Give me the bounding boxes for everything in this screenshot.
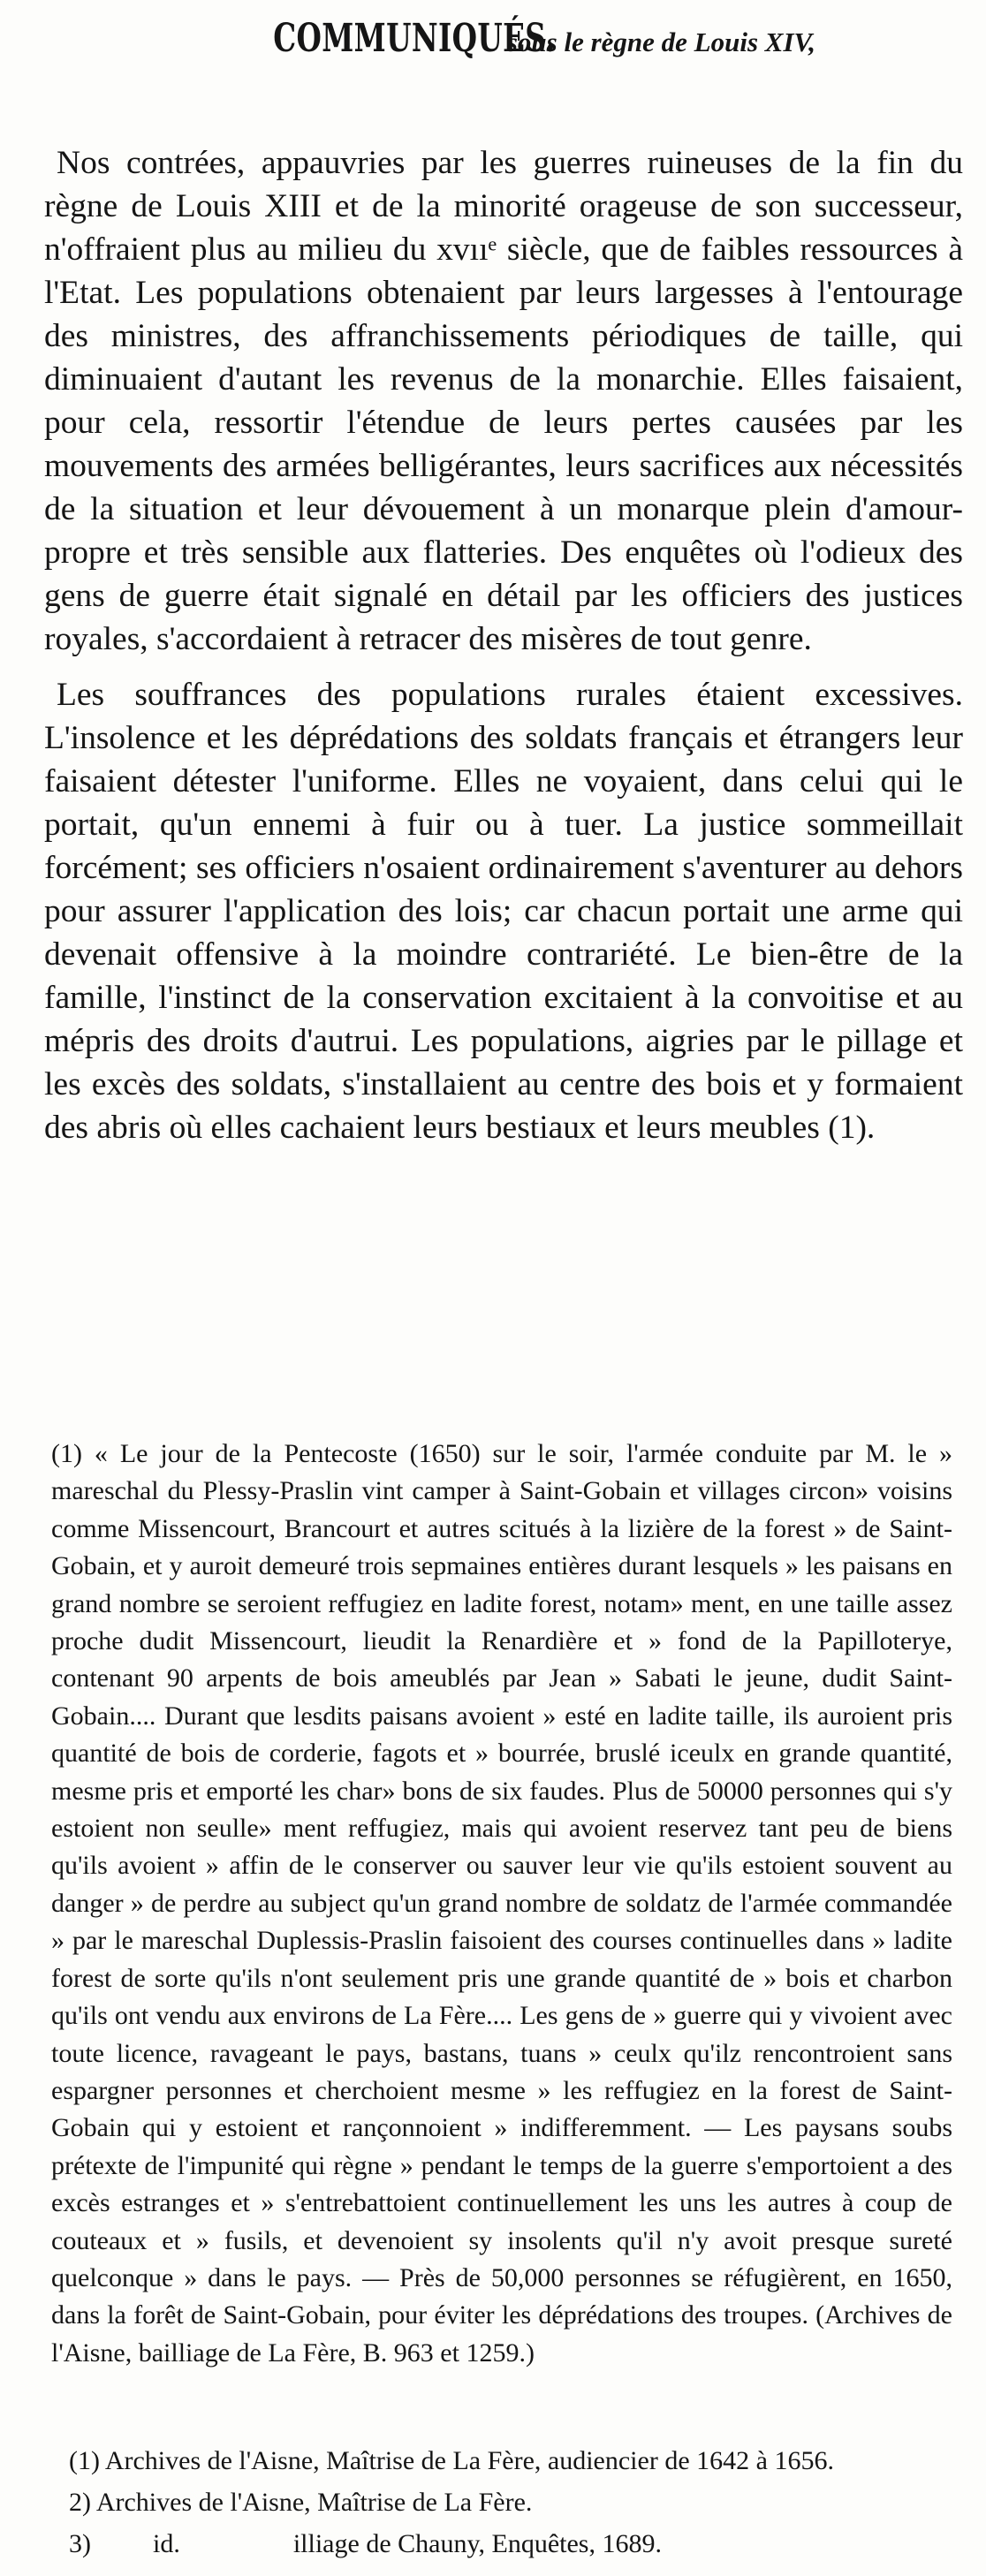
source-note-3 [69, 2523, 961, 2565]
heading-title: COMMUNIQUÉS. [273, 16, 556, 61]
source-note-3-text: illiage de Chauny, Enquêtes, 1689. [292, 2529, 662, 2558]
body-paragraph-2: Les souffrances des populations rurales étaient excessives. L'insolence et les déprédations des soldats français et étrangers leur faisaient détester l'uniforme. Elles ne voyaient, dans celui qui le portait, qu'un ennemi à fuir ou à tuer. La justice sommeillait forcément; ses officiers n'osaient ordinairement s'aventurer au dehors pour assurer l'application des lois; car chacun portait une arme qui devenait offensive à la moindre contrariété. Le bien-être de la famille, l'instinct de la conservation excitaient à la convoitise et au mépris des droits d'autrui. Les populations, aigries par le pillage et les excès des soldats, s'installaient au centre des bois et y formaient des abris où elles cachaient leurs bestiaux et leurs meubles (1). [44, 677, 963, 1146]
footnote-quotation [51, 1436, 952, 2372]
source-note-1: (1) Archives de l'Aisne, Maîtrise de La Fère, audiencier de 1642 à 1656. [69, 2446, 834, 2475]
source-note-3-number: 3) [69, 2529, 91, 2558]
heading-subtitle: sous le règne de Louis XIV, [506, 27, 815, 57]
source-note-2: 2) Archives de l'Aisne, Maîtrise de La Fère. [69, 2488, 533, 2517]
page-heading [53, 16, 937, 61]
footnote-quote-text: (1) « Le jour de la Pentecoste (1650) sur le soir, l'armée conduite par M. le » mareschal du Plessy-Praslin vint camper à Saint-Gobain et villages circon» voisins comme Missencourt, Brancourt et autres scitués à la lizière de la forest » de Saint-Gobain, et y auroit demeuré trois sepmaines entières durant lesquels » les paisans en grand nombre se seroient reffugiez en ladite forest, notam» ment, en une taille assez proche dudit Missencourt, lieudit la Renardière et » fond de la Papilloterye, contenant 90 arpents de bois ameublés par Jean » Sabati le jeune, dudit Saint-Gobain.... Durant que lesdits paisans avoient » esté en ladite taille, ils auroient pris quantité de bois de corderie, fagots et » bourrée, bruslé iceulx en grande quantité, mesme pris et emporté les char» bons de six faudes. Plus de 50000 personnes qui s'y estoient non seulle» ment reffugiez, mais qui avoient reservez tant peu de biens qu'ils avoient » affin de le conserver ou sauver leur vie qu'ils estoient souvent au danger » de perdre au subject qu'un grand nombre de soldatz de l'armée commandée » par le mareschal Duplessis-Praslin faisoient des courses continuelles dans » ladite forest de sorte qu'ils n'ont seulement pris une grande quantité de » bois et charbon qu'ils ont vendu aux environs de La Fère.... Les gens de » guerre qui y vivoient avec toute licence, ravageant le pays, bastans, tuans » ceulx qu'ilz rencontroient sans espargner personnes et cherchoient mesme » les reffugiez en la forest de Saint-Gobain qui y estoient et rançonnoient » indifferemment. — Les paysans soubs prétexte de l'impunité qui règne » pendant le temps de la guerre s'emportoient a des excès estranges et » s'entrebattoient continuellement les uns les autres à coup de couteaux et » fusils, et devenoient sy insolents qu'il n'y avoit presque sureté quelconque » dans le pays. — Près de 50,000 personnes se réfugièrent, en 1650, dans la forêt de Saint-Gobain, pour éviter les déprédations des troupes. (Archives de l'Aisne, bailliage de La Fère, B. 963 et 1259.) [51, 1439, 952, 2368]
main-text [44, 141, 963, 1149]
source-notes [69, 2440, 961, 2565]
source-note-3-idem: id. [153, 2529, 180, 2558]
body-paragraph-1: Nos contrées, appauvries par les guerres ruineuses de la fin du règne de Louis XIII et de la minorité orageuse de son successeur, n'offraient plus au milieu du xvııᵉ siècle, que de faibles ressources à l'Etat. Les populations obtenaient par leurs largesses à l'entourage des ministres, des affranchissements périodiques de taille, qui diminuaient d'autant les revenus de la monarchie. Elles faisaient, pour cela, ressortir l'étendue de leurs pertes causées par les mouvements des armées belligérantes, leurs sacrifices aux nécessités de la situation et leur dévouement à un monarque plein d'amour-propre et très sensible aux flatteries. Des enquêtes où l'odieux des gens de guerre était signalé en détail par les officiers des justices royales, s'accordaient à retracer des misères de tout genre. [44, 145, 963, 657]
